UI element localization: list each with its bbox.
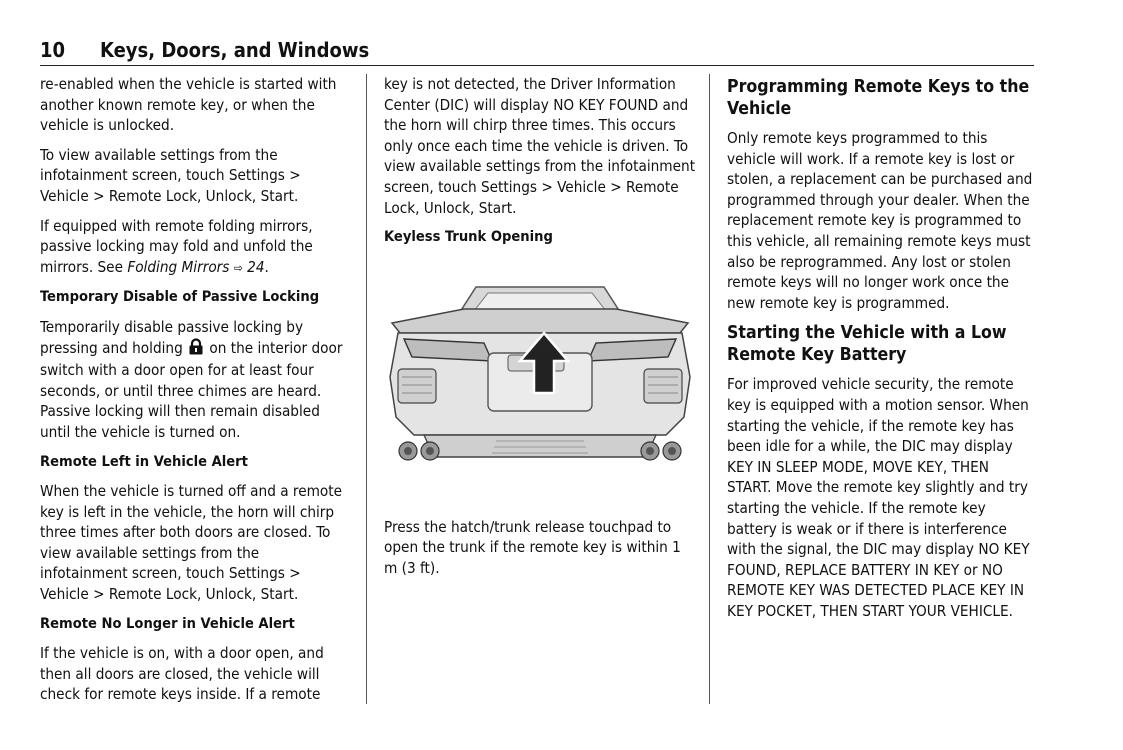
column-divider-2: [709, 74, 710, 704]
lock-icon: [189, 338, 203, 361]
paragraph: key is not detected, the Driver Information Center (DIC) will display NO KEY FOUND and the horn will chirp three times. This occurs only once each time the vehicle is driven. To view available settings from the infotainment screen, touch Settings > Vehicle > Remote Lock, Unlock, Start.: [384, 75, 696, 217]
column-2: [384, 74, 696, 588]
paragraph-end: .: [264, 257, 269, 276]
page-number: 10: [40, 38, 66, 62]
paragraph: If the vehicle is on, with a door open, and then all doors are closed, the vehicle will check for remote keys inside. If a remote: [40, 644, 324, 704]
page-reference[interactable]: 24: [247, 257, 265, 276]
section-title: Keys, Doors, and Windows: [100, 38, 370, 62]
column-3: [727, 74, 1037, 630]
paragraph-text: on the interior door switch with a door open for at least four seconds, or until three chimes are heard. Passive locking will then remain disabled until the vehicle is turned on.: [40, 338, 343, 441]
heading-programming-remote-keys: Programming Remote Keys to the Vehicle: [727, 77, 1030, 119]
paragraph: Only remote keys programmed to this vehicle will work. If a remote key is lost or stolen, a replacement can be purchased and programmed through your dealer. When the replacement remote key is programmed to this vehicle, all remaining remote keys must also be reprogrammed. Any lost or stolen remote keys will no longer work once the new remote key is programmed.: [727, 129, 1033, 312]
paragraph: Press the hatch/trunk release touchpad to open the trunk if the remote key is within 1 m (3 ft).: [384, 517, 681, 577]
page-header: [40, 38, 1034, 66]
column-divider-1: [366, 74, 367, 704]
paragraph-text: Temporarily disable passive locking by pressing and holding: [40, 317, 304, 357]
subheading-remote-left: Remote Left in Vehicle Alert: [40, 452, 248, 470]
paragraph-folding-mirrors: [40, 216, 350, 279]
subheading-remote-no-longer: Remote No Longer in Vehicle Alert: [40, 614, 295, 632]
subheading-temporary-disable: Temporary Disable of Passive Locking: [40, 288, 320, 306]
heading-low-battery: Starting the Vehicle with a Low Remote Key Battery: [727, 323, 1007, 366]
paragraph: To view available settings from the infotainment screen, touch Settings > Vehicle > Remote Lock, Unlock, Start.: [40, 145, 301, 205]
folding-mirrors-link[interactable]: Folding Mirrors: [127, 257, 230, 276]
paragraph: re-enabled when the vehicle is started with another known remote key, or when the vehicle is unlocked.: [40, 75, 337, 135]
paragraph: When the vehicle is turned off and a remote key is left in the vehicle, the horn will chirp three times after both doors are closed. To view available settings from the infotainment screen, touch Settings > Vehicle > Remote Lock, Unlock, Start.: [40, 482, 343, 604]
car-rear-icon: [384, 257, 696, 493]
paragraph-disable-passive-locking: [40, 317, 350, 443]
page-reference-arrow-icon: ⇨: [233, 260, 243, 275]
paragraph: For improved vehicle security, the remote key is equipped with a motion sensor. When starting the vehicle, if the remote key has been idle for a while, the DIC may display KEY IN SLEEP MODE, MOVE KEY, THEN START. Move the remote key slightly and try starting the vehicle. If the remote key battery is weak or if there is interference with the signal, the DIC may display NO KEY FOUND, REPLACE BATTERY IN KEY or NO REMOTE KEY WAS DETECTED PLACE KEY IN KEY POCKET, THEN START YOUR VEHICLE.: [727, 375, 1030, 620]
paragraph-text: If equipped with remote folding mirrors, passive locking may fold and unfold the mirrors. See: [40, 216, 313, 276]
subheading-keyless-trunk: Keyless Trunk Opening: [384, 228, 553, 246]
column-1: [40, 74, 350, 714]
vehicle-rear-illustration: [384, 257, 696, 493]
